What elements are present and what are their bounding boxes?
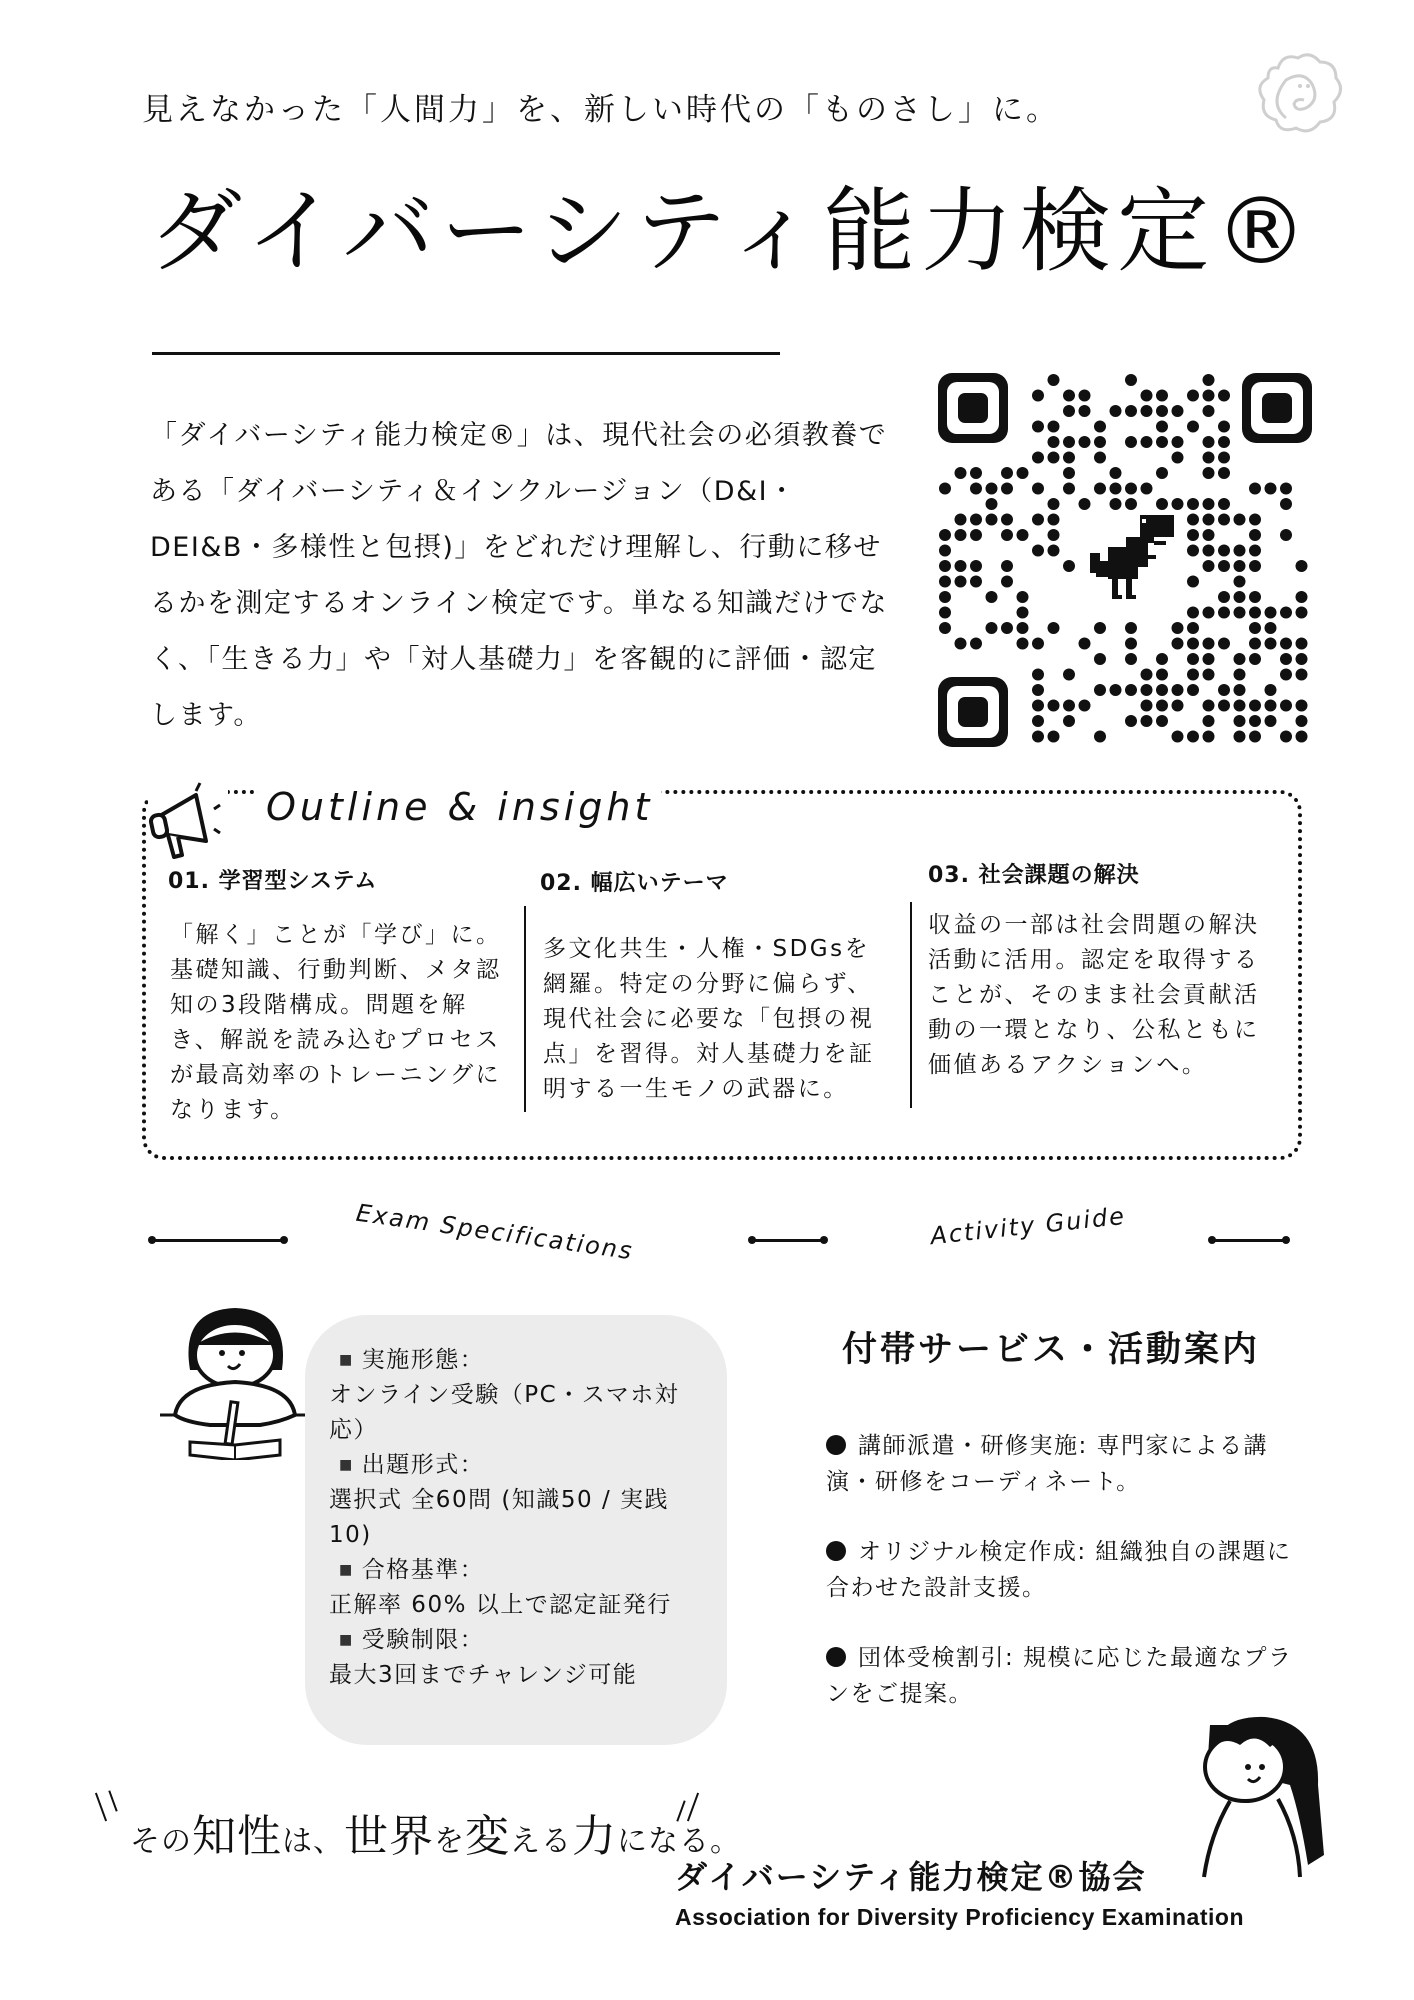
activity-title: 付帯サービス・活動案内: [842, 1330, 1261, 1370]
column-divider: [910, 902, 912, 1108]
exam-specs-card: [305, 1315, 727, 1745]
qr-finder-bottom-left: [938, 677, 1008, 747]
spec-value: 最大3回までチャレンジ可能: [329, 1662, 638, 1688]
qr-finder-top-left: [938, 373, 1008, 443]
spec-label: ■ 出題形式：: [329, 1448, 703, 1483]
woman-illustration: [1190, 1705, 1330, 1880]
decorative-divider: [152, 1239, 284, 1242]
bullet-icon: [826, 1647, 846, 1667]
association-name-jp: ダイバーシティ能力検定®協会: [675, 1858, 1147, 1896]
activity-guide-heading: Activity Guide: [929, 1201, 1128, 1251]
feature-text-3: 収益の一部は社会問題の解決活動に活用。認定を取得することが、そのまま社会貢献活動の一環となり、公私ともに価値あるアクションへ。: [928, 912, 1260, 1078]
activity-item-text: 団体受検割引: 規模に応じた最適なプランをご提案。: [826, 1645, 1293, 1707]
feature-title-3: 03. 社会課題の解決: [928, 863, 1140, 888]
spec-label: ■ 合格基準：: [329, 1553, 703, 1588]
emphasis-mark-icon: [108, 1790, 117, 1811]
spec-label: ■ 実施形態：: [329, 1343, 703, 1378]
cloud-face-icon: [1248, 48, 1348, 138]
decorative-divider: [752, 1239, 824, 1242]
spec-value: 選択式 全60問 (知識50 / 実践10): [329, 1487, 669, 1548]
girl-writing-illustration: [150, 1290, 320, 1460]
exam-specs-heading: Exam Specifications: [354, 1198, 636, 1266]
association-name-en: Association for Diversity Proficiency Examination: [675, 1904, 1244, 1930]
page-title: ダイバーシティ能力検定®: [150, 178, 1314, 285]
activity-item-text: 講師派遣・研修実施: 専門家による講演・研修をコーディネート。: [826, 1433, 1269, 1495]
feature-text-1: 「解く」ことが「学び」に。基礎知識、行動判断、メタ認知の3段階構成。問題を解き、解説を読み込むプロセスが最高効率のトレーニングになります。: [170, 922, 502, 1123]
dinosaur-icon: [1090, 515, 1174, 599]
decorative-divider: [1212, 1239, 1286, 1242]
spec-value: 正解率 60% 以上で認定証発行: [329, 1592, 672, 1618]
emphasis-mark-icon: [95, 1793, 107, 1822]
qr-code-icon[interactable]: [930, 365, 1320, 755]
feature-title-2: 02. 幅広いテーマ: [540, 871, 729, 896]
megaphone-icon: [148, 775, 228, 865]
activity-item-text: オリジナル検定作成: 組織独自の課題に合わせた設計支援。: [826, 1539, 1292, 1601]
activity-item: [826, 1640, 1306, 1712]
outline-heading: Outline & insight: [258, 785, 661, 829]
activity-item: [826, 1428, 1306, 1500]
tagline: 見えなかった「人間力」を、新しい時代の「ものさし」に。: [142, 92, 1060, 128]
feature-text-2: 多文化共生・人権・SDGsを網羅。特定の分野に偏らず、現代社会に必要な「包摂の視点」を習得。対人基礎力を証明する一生モノの武器に。: [543, 936, 875, 1102]
column-divider: [524, 906, 526, 1112]
qr-finder-top-right: [1242, 373, 1312, 443]
spec-value: オンライン受験（PC・スマホ対応）: [329, 1382, 680, 1443]
bullet-icon: [826, 1541, 846, 1561]
bullet-icon: [826, 1435, 846, 1455]
slogan: その知性は、世界を変える力になる。: [130, 1811, 741, 1862]
activity-item: [826, 1534, 1306, 1606]
feature-title-1: 01. 学習型システム: [168, 869, 378, 894]
spec-label: ■ 受験制限：: [329, 1623, 703, 1658]
intro-text: 「ダイバーシティ能力検定®」は、現代社会の必須教養である「ダイバーシティ＆インクルージョン（D&I・DEI&B・多様性と包摂)」をどれだけ理解し、行動に移せるかを測定するオンライン検定です。単なる知識だけでなく、「生きる力」や「対人基礎力」を客観的に評価・認定します。: [150, 420, 889, 731]
title-divider: [152, 352, 780, 355]
